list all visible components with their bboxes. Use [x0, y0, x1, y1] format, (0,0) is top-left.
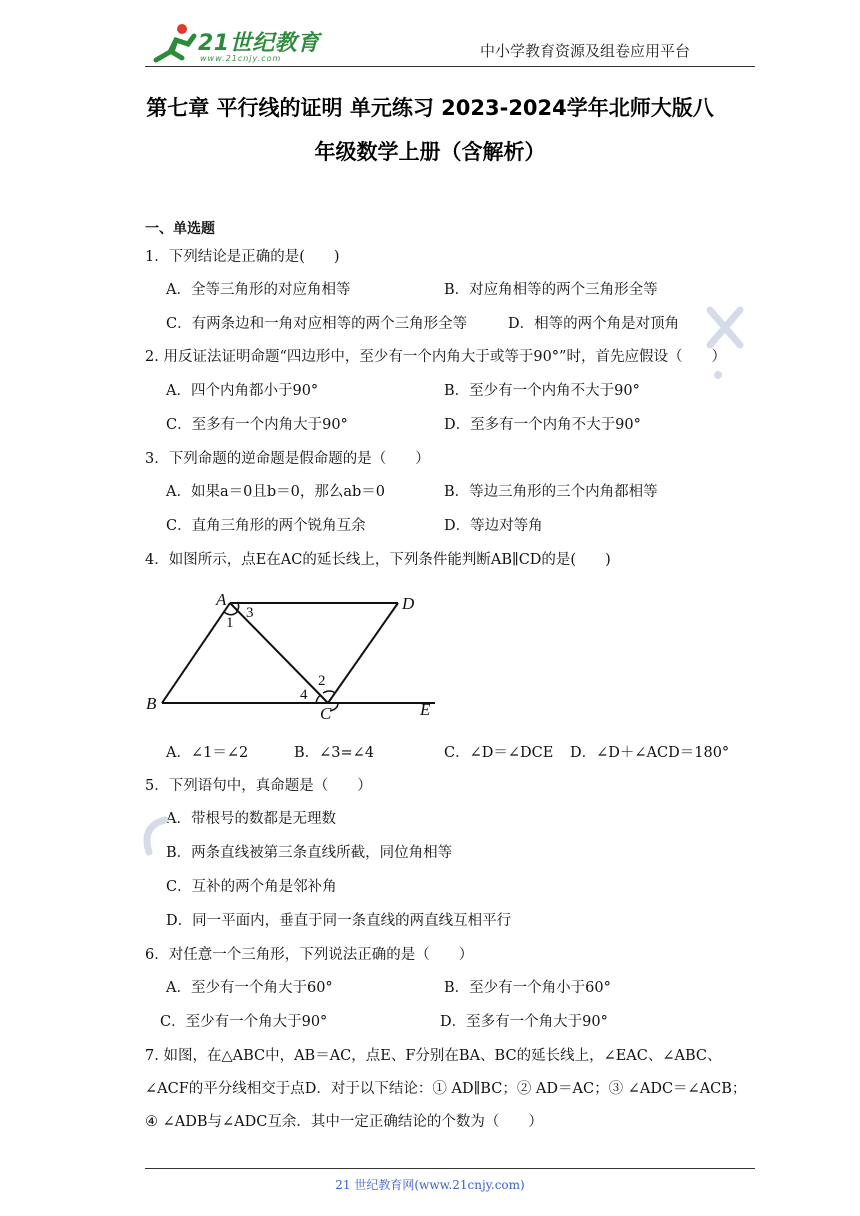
- q4-option-d: D．∠D＋∠ACD＝180°: [570, 745, 730, 761]
- q1-option-d: D．相等的两个角是对顶角: [508, 316, 680, 332]
- geometry-figure: [140, 585, 450, 725]
- label-angle-1: 1: [226, 615, 234, 631]
- logo-text: 21世纪教育: [198, 31, 320, 56]
- q3-option-d: D．等边对等角: [444, 518, 543, 534]
- runner-logo-icon: [150, 22, 200, 66]
- question-3-stem: 3．下列命题的逆命题是假命题的是（ ）: [145, 451, 430, 467]
- question-2-stem: 2. 用反证法证明命题“四边形中，至少有一个内角大于或等于90°”时，首先应假设（ ）: [145, 349, 726, 365]
- label-d: D: [402, 594, 415, 613]
- question-4-stem: 4．如图所示，点E在AC的延长线上，下列条件能判断AB∥CD的是( ): [145, 552, 611, 568]
- segment-ac: [230, 603, 328, 703]
- q6-option-d: D．至多有一个角大于90°: [440, 1014, 608, 1030]
- question-7-line3: ④ ∠ADB与∠ADC互余．其中一定正确结论的个数为（ ）: [145, 1114, 543, 1130]
- question-7-line2: ∠ACF的平分线相交于点D．对于以下结论：① AD∥BC；② AD＝AC；③ ∠ADC＝∠ACB；: [145, 1081, 747, 1097]
- q1-option-b: B．对应角相等的两个三角形全等: [444, 282, 658, 298]
- q4-option-b: B．∠3=∠4: [294, 745, 375, 761]
- q6-option-c: C．至少有一个角大于90°: [160, 1014, 328, 1030]
- question-6-stem: 6．对任意一个三角形，下列说法正确的是（ ）: [145, 947, 474, 963]
- label-c: C: [320, 704, 332, 723]
- footer-text: 21 世纪教育网(www.21cnjy.com): [335, 1178, 525, 1192]
- q1-option-a: A．全等三角形的对应角相等: [166, 282, 351, 298]
- label-angle-3: 3: [246, 605, 254, 621]
- logo-url: www.21cnjy.com: [200, 54, 282, 63]
- label-b: B: [146, 694, 157, 713]
- arc-angle-4: [316, 696, 321, 703]
- header-platform-text: 中小学教育资源及组卷应用平台: [480, 42, 691, 60]
- q3-option-b: B．等边三角形的三个内角都相等: [444, 484, 658, 500]
- q2-option-d: D．至多有一个内角不大于90°: [444, 417, 641, 433]
- question-1-stem: 1．下列结论是正确的是( ): [145, 249, 340, 265]
- watermark-arc-icon: [135, 812, 175, 862]
- arc-angle-2: [323, 691, 335, 693]
- q1-option-c: C．有两条边和一角对应相等的两个三角形全等: [166, 316, 468, 332]
- segment-ab: [162, 603, 230, 703]
- q5-option-d: D．同一平面内，垂直于同一条直线的两直线互相平行: [166, 913, 512, 929]
- segment-cd: [328, 603, 398, 703]
- label-angle-2: 2: [318, 673, 326, 689]
- question-5-stem: 5．下列语句中，真命题是（ ）: [145, 778, 372, 794]
- q4-option-a: A．∠1＝∠2: [166, 745, 249, 761]
- header-divider: [145, 66, 755, 67]
- q3-option-c: C．直角三角形的两个锐角互余: [166, 518, 366, 534]
- watermark-icon: [700, 300, 760, 390]
- footer-divider: [145, 1168, 755, 1169]
- q2-option-b: B．至少有一个内角不大于90°: [444, 383, 640, 399]
- label-e: E: [420, 700, 431, 719]
- q5-option-b: B．两条直线被第三条直线所截，同位角相等: [166, 845, 453, 861]
- q6-option-a: A．至少有一个角大于60°: [166, 980, 333, 996]
- label-a: A: [216, 590, 227, 609]
- question-7-line1: 7. 如图，在△ABC中，AB＝AC，点E、F分别在BA、BC的延长线上，∠EAC、∠ABC、: [145, 1048, 722, 1064]
- q5-option-a: A．带根号的数都是无理数: [166, 811, 336, 827]
- q6-option-b: B．至少有一个角小于60°: [444, 980, 611, 996]
- section-heading: 一、单选题: [145, 221, 215, 237]
- q2-option-c: C．至多有一个内角大于90°: [166, 417, 348, 433]
- q2-option-a: A．四个内角都小于90°: [166, 383, 319, 399]
- q4-option-c: C．∠D＝∠DCE: [444, 745, 554, 761]
- label-angle-4: 4: [300, 687, 308, 703]
- q3-option-a: A．如果a＝0且b＝0，那么ab＝0: [166, 484, 386, 500]
- q5-option-c: C．互补的两个角是邻补角: [166, 879, 337, 895]
- page-title-line1: 第七章 平行线的证明 单元练习 2023-2024学年北师大版八: [146, 96, 714, 120]
- page-title-line2: 年级数学上册（含解析）: [314, 140, 546, 164]
